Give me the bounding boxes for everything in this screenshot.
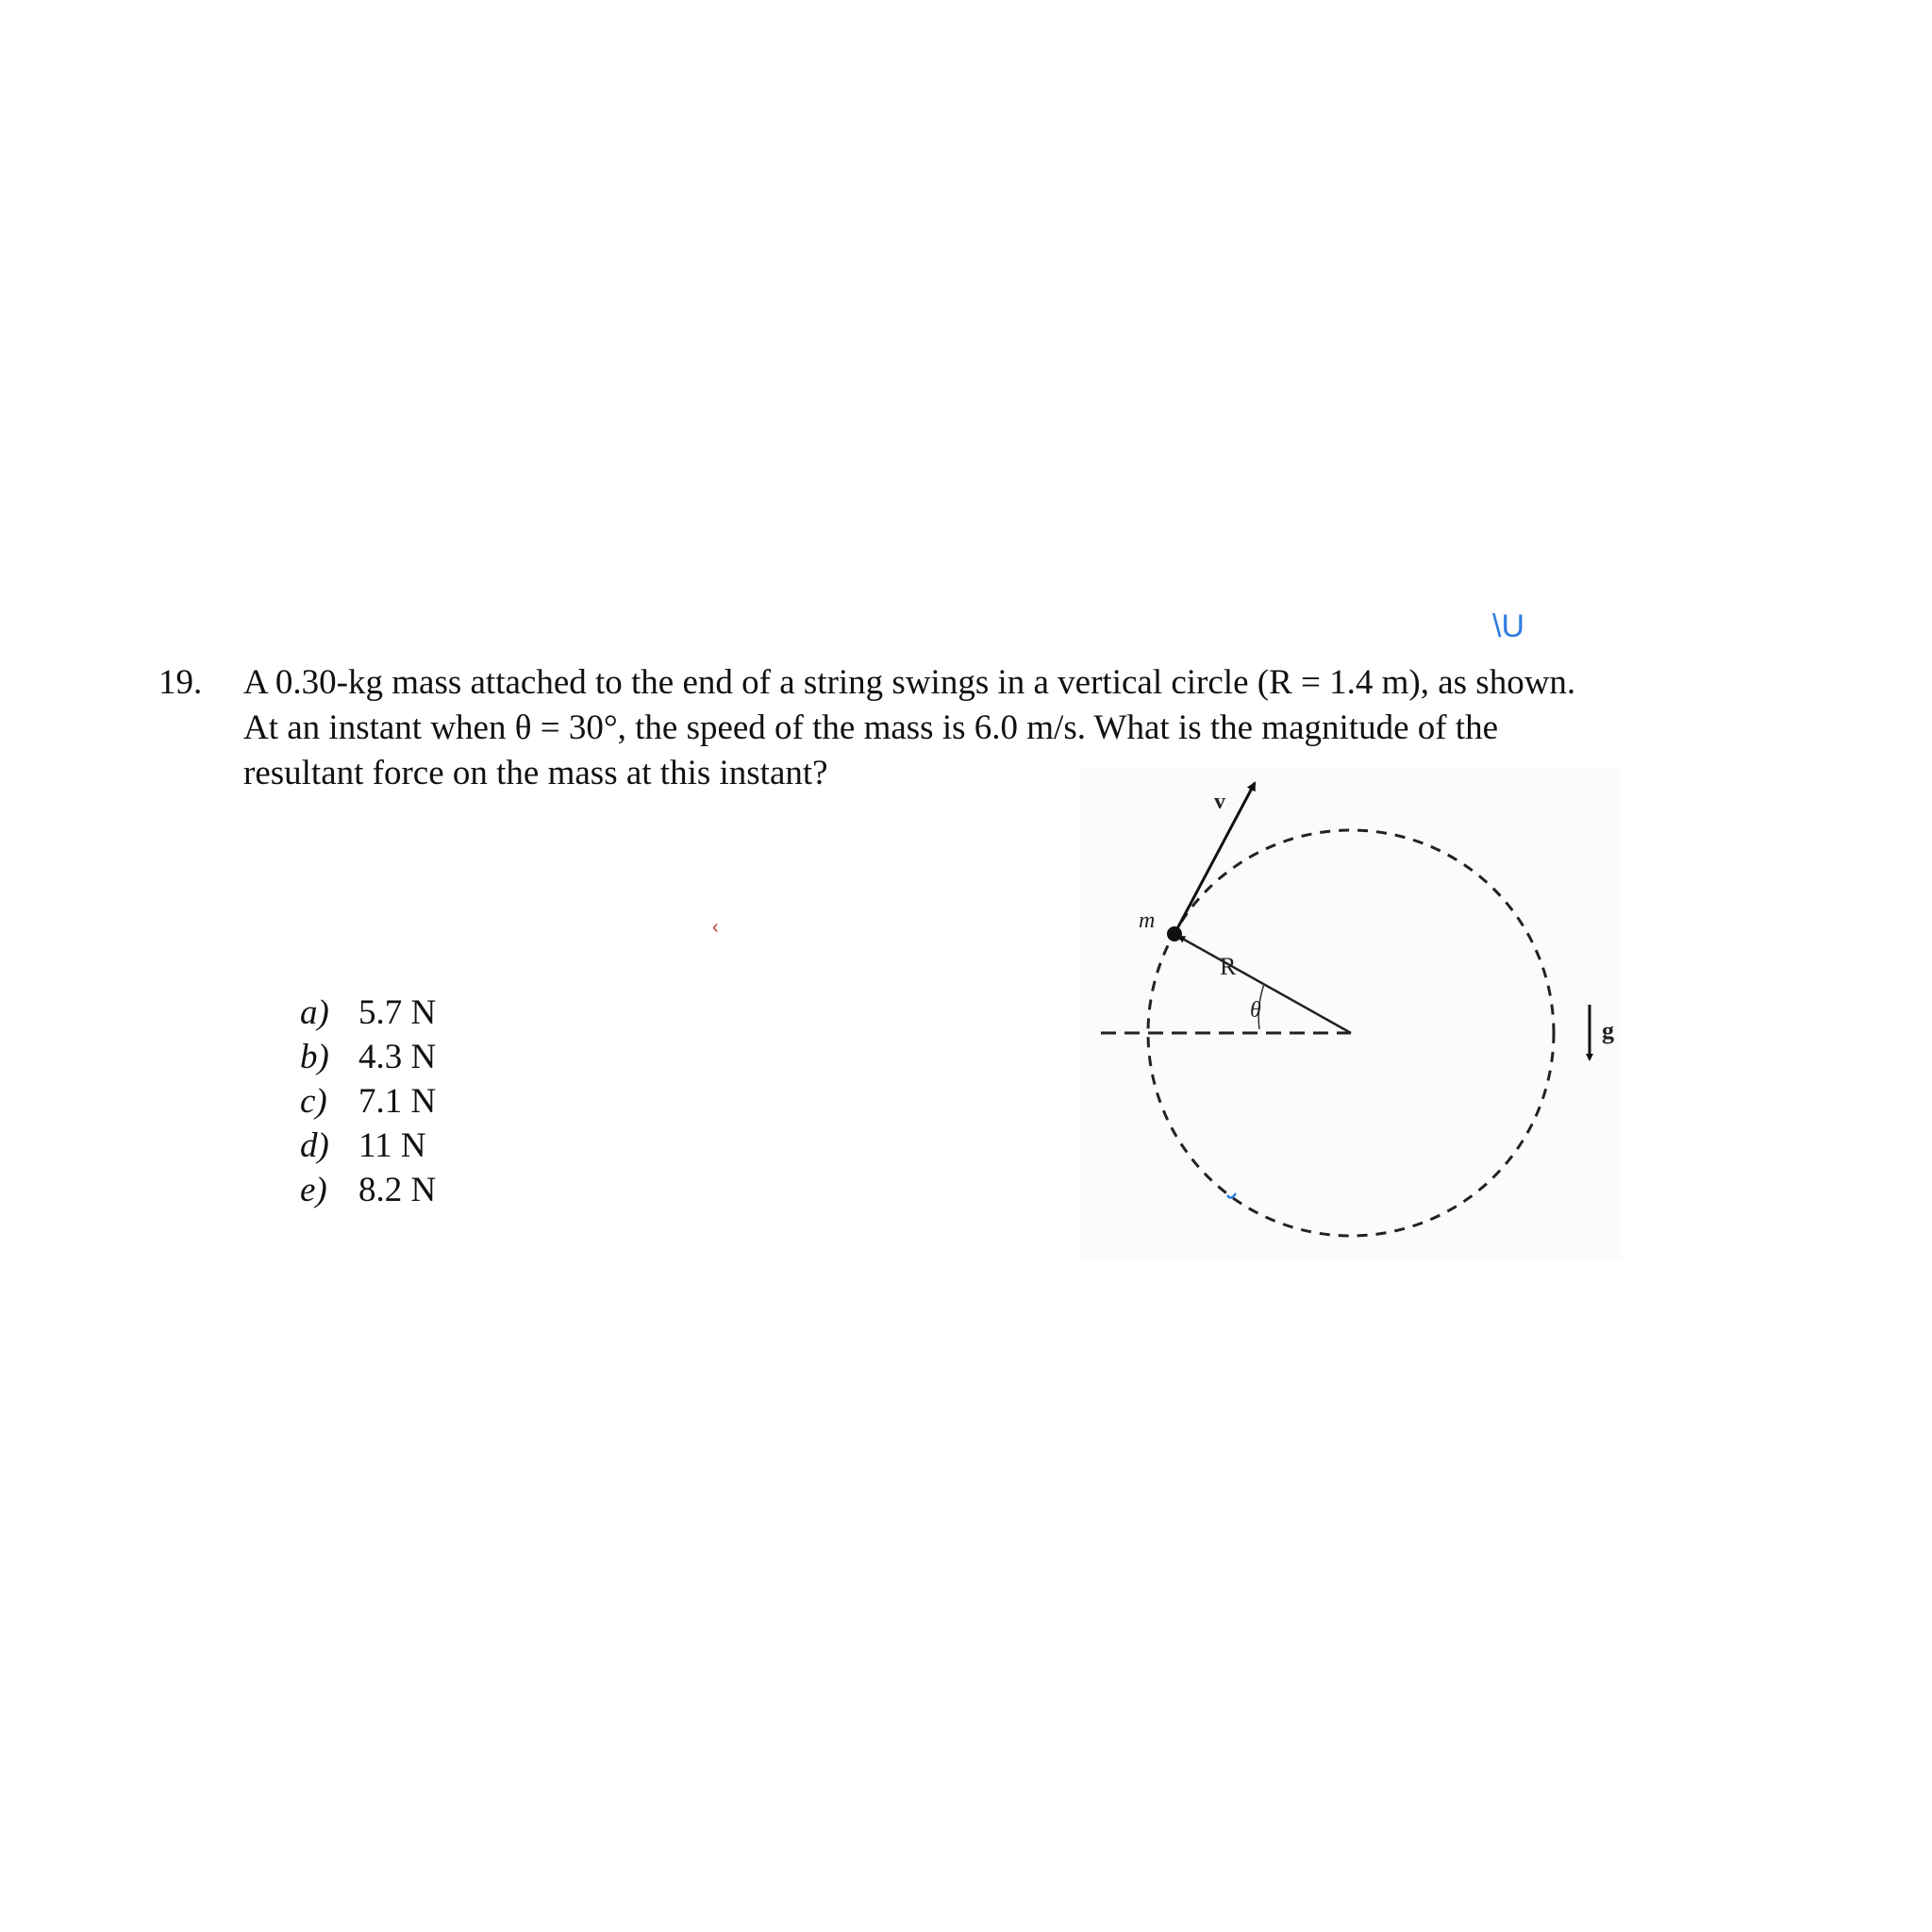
radius-label: R bbox=[1220, 953, 1237, 980]
choice-a[interactable] bbox=[300, 991, 436, 1035]
choice-value: 4.3 N bbox=[358, 1038, 437, 1076]
choice-value: 5.7 N bbox=[358, 993, 437, 1032]
choice-c[interactable] bbox=[300, 1079, 436, 1124]
gravity-label: g bbox=[1602, 1017, 1614, 1044]
velocity-label: v bbox=[1214, 790, 1225, 814]
choice-value: 7.1 N bbox=[358, 1082, 437, 1121]
mass-dot bbox=[1167, 926, 1182, 941]
choice-letter: a) bbox=[300, 993, 329, 1032]
choice-d[interactable] bbox=[300, 1124, 436, 1168]
question-line: resultant force on the mass at this instant? bbox=[243, 754, 828, 792]
choice-e[interactable] bbox=[300, 1168, 436, 1212]
red-annotation-mark: ‹ bbox=[712, 917, 719, 938]
choice-letter: c) bbox=[300, 1082, 327, 1121]
question-line: A 0.30-kg mass attached to the end of a string swings in a vertical circle (R = 1.4 m), as shown. bbox=[243, 663, 1576, 702]
vertical-circle-diagram bbox=[1080, 769, 1623, 1259]
blue-annotation-mark: \U bbox=[1492, 608, 1524, 644]
blue-ink-hook bbox=[1227, 1193, 1236, 1198]
question-line: At an instant when θ = 30°, the speed of the mass is 6.0 m/s. What is the magnitude of the bbox=[243, 708, 1499, 747]
choice-value: 11 N bbox=[358, 1126, 426, 1165]
choice-letter: d) bbox=[300, 1126, 329, 1165]
angle-label: θ bbox=[1250, 998, 1261, 1023]
choice-letter: e) bbox=[300, 1171, 327, 1209]
mass-label: m bbox=[1139, 908, 1156, 933]
diagram-svg bbox=[1080, 769, 1623, 1259]
question-number: 19. bbox=[158, 663, 203, 702]
choice-letter: b) bbox=[300, 1038, 329, 1076]
choice-b[interactable] bbox=[300, 1035, 436, 1079]
choice-value: 8.2 N bbox=[358, 1171, 437, 1209]
answer-choices bbox=[300, 991, 436, 1212]
radius-line bbox=[1179, 937, 1351, 1033]
